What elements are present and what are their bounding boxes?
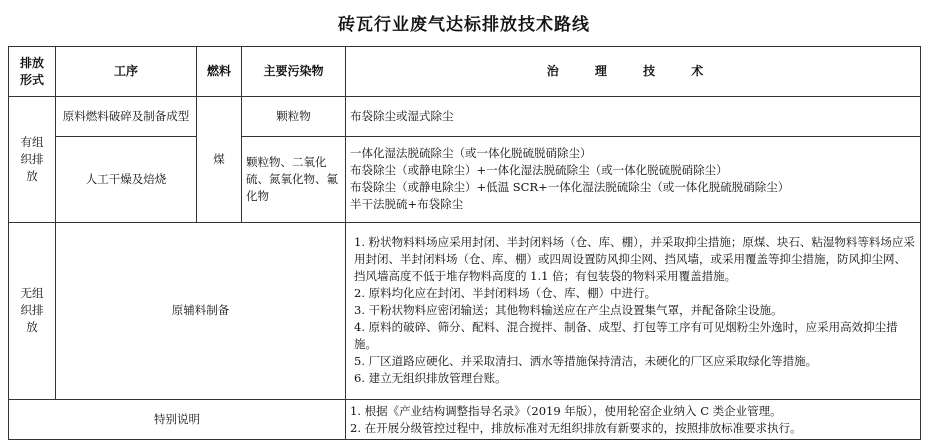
treatment-tech-cell: 布袋除尘或湿式除尘	[346, 97, 921, 137]
header-fuel: 燃料	[197, 47, 242, 97]
header-process: 工序	[56, 47, 197, 97]
table-header-row	[9, 47, 921, 97]
fuel-cell: 煤	[197, 97, 242, 222]
header-pollutant: 主要污染物	[242, 47, 346, 97]
process-cell: 人工干燥及焙烧	[56, 136, 197, 222]
treatment-tech-cell: 一体化湿法脱硫除尘（或一体化脱硫脱硝除尘） 布袋除尘（或静电除尘）+一体化湿法脱硫除尘（或一体化脱硫脱硝除尘） 布袋除尘（或静电除尘）+低温 SCR+一体化湿法脱硫除尘（或一体化脱硫脱硝除尘） 半干法脱硫+布袋除尘	[346, 136, 921, 222]
special-notes-label: 特别说明	[9, 400, 346, 440]
page-title: 砖瓦行业废气达标排放技术路线	[338, 15, 590, 35]
pollutant-cell: 颗粒物、二氧化硫、氮氧化物、氟化物	[242, 136, 346, 222]
special-notes-cell: 1. 根据《产业结构调整指导名录》（2019 年版），使用轮窑企业纳入 C 类企业管理。 2. 在开展分级管控过程中，排放标准对无组织排放有新要求的，按照排放标准要求执行。	[346, 400, 921, 440]
table-row	[9, 222, 921, 400]
table-row	[9, 136, 921, 222]
table-row	[9, 400, 921, 440]
header-emission-form: 排放 形式	[9, 47, 56, 97]
header-treatment-tech: 治 理 技 术	[346, 47, 921, 97]
pollutant-cell: 颗粒物	[242, 97, 346, 137]
fugitive-measures-cell: 1. 粉状物料料场应采用封闭、半封闭料场（仓、库、棚），并采取抑尘措施；原煤、块石、粘湿物料等料场应采用封闭、半封闭料场（仓、库、棚）或四周设置防风抑尘网、挡风墙，或采用覆盖等抑尘措施，防风抑尘网、挡风墙高度不低于堆存物料高度的 1.1 倍；有包装袋的物料采用覆盖措施。 2. 原料均化应在封闭、半封闭料场（仓、库、棚）中进行。 3. 干粉状物料应密闭输送；其他物料输送应在产尘点设置集气罩，并配备除尘设施。 4. 原料的破碎、筛分、配料、混合搅拌、制备、成型、打包等工序有可见烟粉尘外逸时，应采用高效抑尘措施。 5. 厂区道路应硬化、并采取清扫、洒水等措施保持清洁，未硬化的厂区应采取绿化等措施。 6. 建立无组织排放管理台账。	[346, 222, 921, 400]
table-row	[9, 97, 921, 137]
organized-emission-label: 有组 织排 放	[9, 97, 56, 222]
process-cell: 原料燃料破碎及制备成型	[56, 97, 197, 137]
process-cell: 原辅料制备	[56, 222, 346, 400]
emission-tech-table	[8, 46, 921, 440]
fugitive-emission-label: 无组 织排 放	[9, 222, 56, 400]
